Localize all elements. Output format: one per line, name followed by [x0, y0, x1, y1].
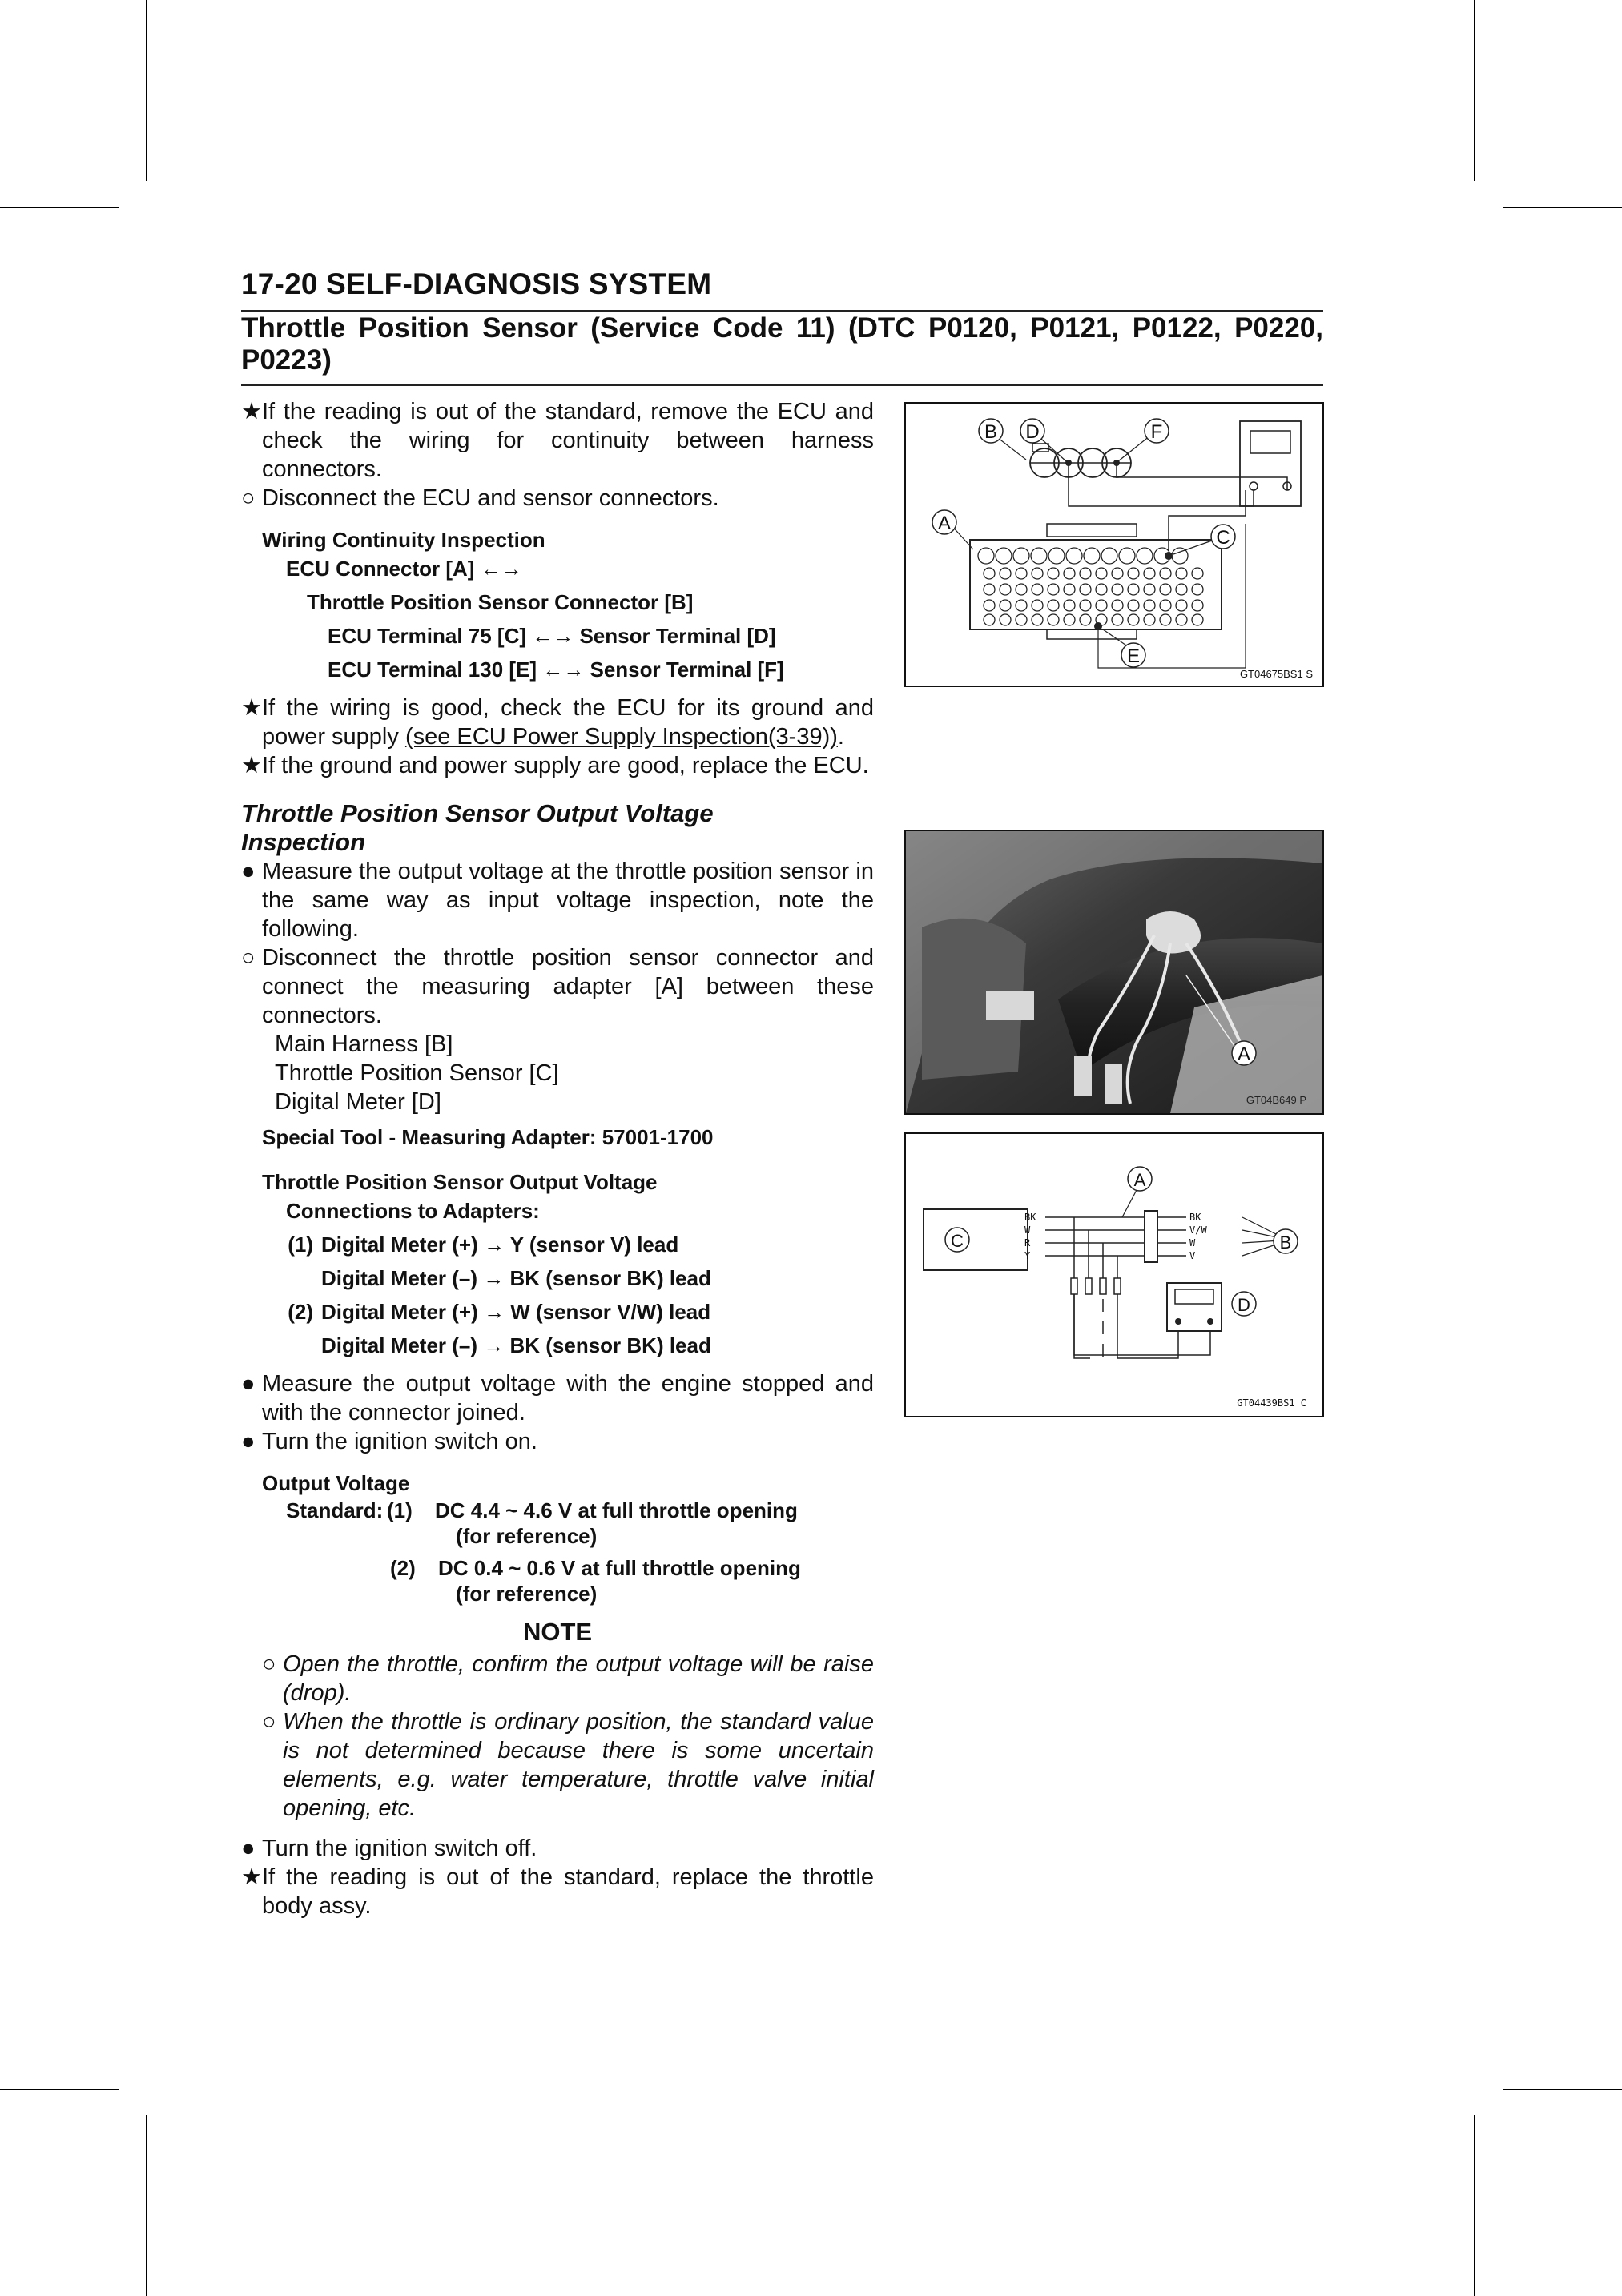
bullet-icon: ●: [241, 1429, 256, 1454]
special-tool: Special Tool - Measuring Adapter: 57001-1700: [262, 1125, 714, 1149]
ecu-pin: [1128, 614, 1139, 625]
ecu-pin: [1096, 584, 1107, 595]
ecu-pin: [1192, 614, 1203, 625]
wire-label: W: [1024, 1224, 1031, 1236]
ecu-pin: [1192, 568, 1203, 579]
crop-mark: [146, 0, 147, 181]
ecu-pin: [1032, 614, 1043, 625]
list-item: Digital Meter [D]: [275, 1089, 441, 1115]
wire-label: BK: [1189, 1212, 1201, 1223]
ecu-pin: [1048, 568, 1059, 579]
connection-row: Digital Meter (–) → BK (sensor BK) lead: [321, 1333, 711, 1357]
connections-subtitle: Connections to Adapters:: [286, 1199, 540, 1223]
ecu-pin: [1064, 600, 1075, 611]
ecu-pin: [978, 548, 994, 564]
ecu-pin: [1144, 600, 1155, 611]
note-item: ○ Open the throttle, confirm the output voltage will be raise (drop).: [262, 1651, 874, 1706]
callout-b: B: [984, 421, 998, 443]
ecu-pin: [1128, 568, 1139, 579]
callout-a: A: [937, 513, 952, 534]
star-icon: ★: [241, 399, 262, 424]
ecu-pin: [1080, 614, 1091, 625]
bullet-icon: ●: [241, 1371, 256, 1397]
wire-label: V/W: [1189, 1224, 1207, 1236]
star-paragraph: ★ If the wiring is good, check the ECU for its ground and power supply (see ECU Power Supply Inspection(3-39)).: [241, 695, 874, 750]
ecu-pin: [984, 614, 995, 625]
ecu-pin: [1066, 548, 1082, 564]
ecu-pin: [1000, 614, 1011, 625]
ecu-pin: [1101, 548, 1117, 564]
ecu-pin: [1080, 584, 1091, 595]
section-title: Throttle Position Sensor (Service Code 11) (DTC P0120, P0121, P0122, P0220, P0223): [241, 312, 1323, 376]
callout-f: F: [1150, 421, 1163, 443]
wire-label: Y: [1024, 1250, 1031, 1261]
ecu-pin: [1176, 614, 1187, 625]
ecu-pin: [1192, 600, 1203, 611]
star-paragraph: ★ If the ground and power supply are good, replace the ECU.: [241, 753, 869, 778]
circle-paragraph: ○ Disconnect the ECU and sensor connectors.: [241, 485, 719, 511]
crop-mark: [1503, 207, 1622, 208]
list-item: Throttle Position Sensor [C]: [275, 1060, 559, 1086]
wiring-diagram: [906, 404, 1322, 686]
ecu-pin: [1000, 600, 1011, 611]
circle-icon: ○: [262, 1651, 276, 1677]
ecu-pin: [1032, 584, 1043, 595]
star-icon: ★: [241, 1864, 262, 1890]
wiring-line: Throttle Position Sensor Connector [B]: [307, 590, 694, 614]
ecu-pin: [1016, 614, 1027, 625]
callout-c: C: [951, 1231, 964, 1251]
ecu-pin: [1160, 584, 1171, 595]
ecu-pin: [1016, 600, 1027, 611]
output-voltage-spec: Output Voltage Standard: (1) DC 4.4 ~ 4.6 V at full throttle opening (for reference) (2) DC 0.4 ~ 0.6 V at full throttle opening (for reference): [241, 1470, 874, 1606]
crop-mark: [1474, 2115, 1475, 2296]
crop-mark: [0, 207, 119, 208]
ecu-pin: [1016, 568, 1027, 579]
callout-a: A: [1237, 1043, 1251, 1065]
figure-code: GT04B649 P: [1246, 1094, 1306, 1106]
ecu-pin: [1080, 568, 1091, 579]
ecu-pin: [1048, 584, 1059, 595]
output-voltage-title: Output Voltage: [262, 1471, 410, 1495]
connections-spec: [241, 1169, 874, 1358]
star-icon: ★: [241, 695, 262, 721]
page-header: 17-20 SELF-DIAGNOSIS SYSTEM: [241, 267, 712, 300]
callout-a: A: [1133, 1170, 1146, 1190]
ecu-pin: [1128, 584, 1139, 595]
header-rule: [241, 310, 1323, 312]
figure-code: GT04439BS1 C: [1237, 1397, 1306, 1409]
ecu-pin: [1160, 614, 1171, 625]
bullet-paragraph: ● Turn the ignition switch on.: [241, 1429, 537, 1454]
callout-d: D: [1025, 421, 1040, 443]
ecu-pin: [1128, 600, 1139, 611]
bullet-icon: ●: [241, 1836, 256, 1861]
wiring-line: ECU Terminal 130 [E] ←→ Sensor Terminal [F]: [328, 657, 784, 682]
ecu-pin: [1119, 548, 1135, 564]
bullet-paragraph: ● Measure the output voltage at the throttle position sensor in the same way as input voltage inspection, note the following.: [241, 858, 874, 942]
left-column: [241, 397, 874, 1920]
ecu-pin: [1000, 584, 1011, 595]
subsection-heading: Throttle Position Sensor Output Voltage Inspection: [241, 799, 714, 856]
ecu-pin: [996, 548, 1012, 564]
bullet-paragraph: ● Measure the output voltage with the engine stopped and with the connector joined.: [241, 1371, 874, 1425]
star-paragraph: ★ If the reading is out of the standard, replace the throttle body assy.: [241, 1864, 874, 1919]
figure-code: GT04675BS1 S: [1239, 668, 1313, 680]
wiring-title: Wiring Continuity Inspection: [262, 528, 545, 552]
crop-mark: [1474, 0, 1475, 181]
ecu-pin: [1144, 568, 1155, 579]
ecu-pin: [1048, 600, 1059, 611]
ecu-pin: [1031, 548, 1047, 564]
ecu-pin: [1112, 568, 1123, 579]
callout-c: C: [1216, 527, 1230, 549]
ecu-pin: [1013, 548, 1029, 564]
ecu-pin: [984, 600, 995, 611]
circle-paragraph: ○ Disconnect the throttle position sensor connector and connect the measuring adapter [A] between these connectors.: [241, 945, 874, 1028]
ecu-pin: [1144, 614, 1155, 625]
crop-mark: [1503, 2089, 1622, 2090]
ecu-pin: [1176, 600, 1187, 611]
circle-icon: ○: [262, 1709, 276, 1735]
ecu-pin: [1137, 548, 1153, 564]
callout-b: B: [1279, 1232, 1292, 1253]
ecu-pin: [1144, 584, 1155, 595]
ecu-pin: [1160, 600, 1171, 611]
ecu-pin: [1000, 568, 1011, 579]
figure-adapter-connection: [904, 1132, 1324, 1417]
callout-e: E: [1126, 645, 1141, 667]
ecu-pin: [984, 568, 995, 579]
circle-icon: ○: [241, 485, 256, 511]
figure-wiring-continuity: [904, 402, 1324, 687]
ecu-pin: [1064, 568, 1075, 579]
ecu-pin: [1048, 614, 1059, 625]
title-rule: [241, 384, 1323, 386]
wire-label: BK: [1024, 1212, 1036, 1223]
ecu-pin: [1112, 584, 1123, 595]
ecu-pin: [1112, 614, 1123, 625]
ecu-pin: [1032, 600, 1043, 611]
wiring-line: ECU Connector [A] ←→: [286, 557, 522, 581]
ecu-pin: [984, 584, 995, 595]
note-item: ○ When the throttle is ordinary position, the standard value is not determined because there is some uncertain elements, e.g. water temperature, throttle valve initial opening, etc.: [262, 1709, 874, 1821]
ecu-power-supply-link[interactable]: (see ECU Power Supply Inspection(3-39)): [404, 724, 838, 750]
wire-label: V: [1189, 1250, 1196, 1261]
connection-row: (2) Digital Meter (+) → W (sensor V/W) lead: [288, 1300, 711, 1324]
figure-photo: [904, 830, 1324, 1115]
crop-mark: [0, 2089, 119, 2090]
ecu-pin: [1032, 568, 1043, 579]
ecu-pin: [1084, 548, 1100, 564]
list-item: Main Harness [B]: [275, 1031, 453, 1057]
ecu-pin: [1096, 600, 1107, 611]
ecu-pin: [1176, 568, 1187, 579]
ecu-pin: [1160, 568, 1171, 579]
crop-mark: [146, 2115, 147, 2296]
wire-label: W: [1189, 1237, 1196, 1249]
connection-row: (1) Digital Meter (+) → Y (sensor V) lead: [288, 1232, 679, 1257]
ecu-pin: [1064, 584, 1075, 595]
ecu-pin: [1080, 600, 1091, 611]
star-icon: ★: [241, 753, 262, 778]
ecu-pin: [1064, 614, 1075, 625]
star-paragraph: ★ If the reading is out of the standard, remove the ECU and check the wiring for continuity between harness connectors.: [241, 399, 874, 482]
wiring-line: ECU Terminal 75 [C] ←→ Sensor Terminal [D]: [328, 624, 776, 648]
bullet-icon: ●: [241, 858, 256, 884]
ecu-pin: [1176, 584, 1187, 595]
bullet-paragraph: ● Turn the ignition switch off.: [241, 1836, 537, 1861]
connections-title: Throttle Position Sensor Output Voltage: [262, 1170, 658, 1194]
note-title: NOTE: [522, 1618, 593, 1646]
ecu-pin: [1192, 584, 1203, 595]
wire-label: R: [1024, 1237, 1031, 1249]
harness-photo: [906, 831, 1322, 1113]
ecu-pin: [1048, 548, 1065, 564]
ecu-pin: [1016, 584, 1027, 595]
ecu-pin: [1096, 568, 1107, 579]
connection-row: Digital Meter (–) → BK (sensor BK) lead: [321, 1266, 711, 1290]
adapter-diagram: [906, 1134, 1322, 1416]
ecu-pin: [1112, 600, 1123, 611]
callout-d: D: [1238, 1295, 1250, 1315]
circle-icon: ○: [241, 945, 256, 971]
wiring-spec: [241, 527, 874, 682]
